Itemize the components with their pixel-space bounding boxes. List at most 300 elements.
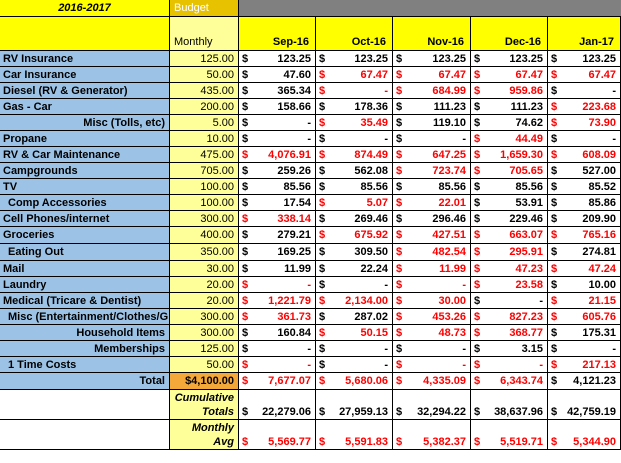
currency-symbol: $ bbox=[396, 327, 403, 339]
amount-value: 85.56 bbox=[283, 181, 311, 193]
currency-symbol: $ bbox=[474, 149, 481, 161]
total-label[interactable]: Total bbox=[0, 373, 170, 390]
amount-value: - bbox=[307, 117, 311, 129]
expense-label[interactable]: Car Insurance bbox=[0, 67, 170, 83]
amount-value: 47.60 bbox=[283, 69, 311, 81]
cumulative-row-label[interactable] bbox=[170, 390, 239, 420]
month-amount-cell[interactable] bbox=[548, 195, 621, 211]
cumulative-row-amount-cell[interactable] bbox=[316, 390, 393, 420]
month-amount-cell[interactable] bbox=[316, 83, 393, 99]
expense-label[interactable]: Misc (Tolls, etc) bbox=[0, 115, 170, 131]
amount-value: 5,344.90 bbox=[573, 436, 616, 448]
month-amount-cell[interactable] bbox=[393, 131, 471, 147]
amount-value: 67.47 bbox=[438, 69, 466, 81]
currency-symbol: $ bbox=[551, 85, 558, 97]
amount-value: 279.21 bbox=[277, 229, 311, 241]
currency-symbol: $ bbox=[319, 69, 326, 81]
month-amount-cell[interactable] bbox=[239, 325, 316, 341]
month-amount-cell[interactable] bbox=[393, 211, 471, 227]
amount-value: 50.15 bbox=[360, 327, 388, 339]
currency-symbol: $ bbox=[242, 165, 249, 177]
budget-value[interactable]: 100.00 bbox=[170, 179, 239, 195]
amount-value: 5,382.37 bbox=[423, 436, 466, 448]
table-row bbox=[0, 195, 621, 211]
month-amount-cell[interactable] bbox=[316, 179, 393, 195]
month-amount-cell[interactable] bbox=[548, 99, 621, 115]
budget-value[interactable]: 10.00 bbox=[170, 131, 239, 147]
amount-value: 269.46 bbox=[354, 213, 388, 225]
month-amount-cell[interactable] bbox=[471, 83, 548, 99]
amount-value: 765.16 bbox=[582, 229, 616, 241]
currency-symbol: $ bbox=[474, 436, 481, 448]
budget-value[interactable]: 350.00 bbox=[170, 244, 239, 261]
month-amount-cell[interactable] bbox=[548, 115, 621, 131]
month-amount-cell[interactable] bbox=[393, 244, 471, 261]
month-amount-cell[interactable] bbox=[316, 99, 393, 115]
currency-symbol: $ bbox=[319, 311, 326, 323]
month-amount-cell[interactable] bbox=[316, 131, 393, 147]
amount-value: 562.08 bbox=[354, 165, 388, 177]
month-amount-cell[interactable] bbox=[548, 277, 621, 293]
month-amount-cell[interactable] bbox=[316, 357, 393, 373]
amount-value: 123.25 bbox=[354, 53, 388, 65]
monthly-avg-row-amount-cell[interactable] bbox=[548, 420, 621, 450]
currency-symbol: $ bbox=[551, 197, 558, 209]
month-amount-cell[interactable] bbox=[239, 99, 316, 115]
amount-value: - bbox=[384, 359, 388, 371]
month-amount-cell[interactable] bbox=[548, 51, 621, 67]
currency-symbol: $ bbox=[396, 263, 403, 275]
expense-label[interactable]: Groceries bbox=[0, 227, 170, 244]
currency-symbol: $ bbox=[319, 181, 326, 193]
month-amount-cell[interactable] bbox=[393, 309, 471, 325]
amount-value: 723.74 bbox=[432, 165, 466, 177]
month-amount-cell[interactable] bbox=[393, 163, 471, 179]
month-amount-cell[interactable] bbox=[239, 163, 316, 179]
currency-symbol: $ bbox=[396, 213, 403, 225]
month-amount-cell[interactable] bbox=[239, 67, 316, 83]
month-amount-cell[interactable] bbox=[393, 179, 471, 195]
amount-value: 874.49 bbox=[354, 149, 388, 161]
month-amount-cell[interactable] bbox=[239, 227, 316, 244]
amount-value: - bbox=[384, 279, 388, 291]
expense-label[interactable]: Comp Accessories bbox=[0, 195, 170, 211]
expense-label[interactable]: Household Items bbox=[0, 325, 170, 341]
month-amount-cell[interactable] bbox=[393, 99, 471, 115]
amount-value: 5.07 bbox=[366, 197, 388, 209]
month-amount-cell[interactable] bbox=[471, 147, 548, 163]
month-amount-cell[interactable] bbox=[316, 277, 393, 293]
month-amount-cell[interactable] bbox=[471, 357, 548, 373]
monthly-avg-row-label-line1: Monthly bbox=[191, 422, 234, 434]
currency-symbol: $ bbox=[396, 181, 403, 193]
month-amount-cell[interactable] bbox=[239, 357, 316, 373]
month-amount-cell[interactable] bbox=[548, 83, 621, 99]
amount-value: 123.25 bbox=[582, 53, 616, 65]
cumulative-row-blank[interactable] bbox=[0, 390, 170, 420]
month-amount-cell[interactable] bbox=[471, 51, 548, 67]
expense-label[interactable]: Diesel (RV & Generator) bbox=[0, 83, 170, 99]
currency-symbol: $ bbox=[319, 295, 326, 307]
month-amount-cell[interactable] bbox=[239, 83, 316, 99]
month-amount-cell[interactable] bbox=[548, 341, 621, 357]
month-amount-cell[interactable] bbox=[393, 325, 471, 341]
currency-symbol: $ bbox=[242, 279, 249, 291]
amount-value: - bbox=[462, 343, 466, 355]
currency-symbol: $ bbox=[396, 85, 403, 97]
cumulative-row-amount-cell[interactable] bbox=[548, 390, 621, 420]
cumulative-row-amount-cell[interactable] bbox=[239, 390, 316, 420]
monthly-avg-row-amount-cell[interactable] bbox=[316, 420, 393, 450]
amount-value: 338.14 bbox=[277, 213, 311, 225]
month-amount-cell[interactable] bbox=[316, 244, 393, 261]
expense-label[interactable]: RV Insurance bbox=[0, 51, 170, 67]
currency-symbol: $ bbox=[319, 165, 326, 177]
amount-value: - bbox=[612, 133, 616, 145]
table-row bbox=[0, 325, 621, 341]
month-amount-cell[interactable] bbox=[471, 325, 548, 341]
currency-symbol: $ bbox=[242, 295, 249, 307]
cumulative-row-amount-cell[interactable] bbox=[471, 390, 548, 420]
cumulative-row-amount-cell[interactable] bbox=[393, 390, 471, 420]
amount-value: 111.23 bbox=[433, 101, 466, 113]
amount-value: 453.26 bbox=[432, 311, 466, 323]
currency-symbol: $ bbox=[396, 436, 403, 448]
budget-value[interactable]: 20.00 bbox=[170, 293, 239, 309]
month-amount-cell[interactable] bbox=[548, 67, 621, 83]
month-amount-cell[interactable] bbox=[548, 309, 621, 325]
expense-label[interactable]: Laundry bbox=[0, 277, 170, 293]
total-amount-cell[interactable] bbox=[471, 373, 548, 390]
budget-value[interactable]: 475.00 bbox=[170, 147, 239, 163]
currency-symbol: $ bbox=[319, 197, 326, 209]
table-row bbox=[0, 163, 621, 179]
month-amount-cell[interactable] bbox=[548, 227, 621, 244]
table-row bbox=[0, 99, 621, 115]
monthly-avg-row-blank[interactable] bbox=[0, 420, 170, 450]
table-row bbox=[0, 115, 621, 131]
month-amount-cell[interactable] bbox=[393, 341, 471, 357]
amount-value: 361.73 bbox=[277, 311, 311, 323]
currency-symbol: $ bbox=[242, 133, 249, 145]
monthly-avg-row-amount-cell[interactable] bbox=[471, 420, 548, 450]
month-amount-cell[interactable] bbox=[393, 147, 471, 163]
month-header-0[interactable]: Sep-16 bbox=[239, 17, 316, 51]
monthly-avg-row-label[interactable] bbox=[170, 420, 239, 450]
monthly-avg-row-amount-cell[interactable] bbox=[393, 420, 471, 450]
amount-value: 38,637.96 bbox=[494, 406, 543, 418]
month-header-4[interactable]: Jan-17 bbox=[548, 17, 621, 51]
currency-symbol: $ bbox=[242, 359, 249, 371]
amount-value: 296.46 bbox=[432, 213, 466, 225]
currency-symbol: $ bbox=[396, 246, 403, 258]
table-row bbox=[0, 211, 621, 227]
currency-symbol: $ bbox=[319, 133, 326, 145]
currency-symbol: $ bbox=[551, 69, 558, 81]
amount-value: 44.49 bbox=[515, 133, 543, 145]
month-amount-cell[interactable] bbox=[239, 211, 316, 227]
currency-symbol: $ bbox=[551, 101, 558, 113]
expense-label[interactable]: 1 Time Costs bbox=[0, 357, 170, 373]
amount-value: - bbox=[384, 343, 388, 355]
month-amount-cell[interactable] bbox=[316, 195, 393, 211]
currency-symbol: $ bbox=[474, 165, 481, 177]
currency-symbol: $ bbox=[551, 213, 558, 225]
budget-header[interactable]: Budget bbox=[170, 0, 239, 17]
budget-value[interactable]: 705.00 bbox=[170, 163, 239, 179]
amount-value: 4,335.09 bbox=[423, 375, 466, 387]
amount-value: 608.09 bbox=[582, 149, 616, 161]
month-amount-cell[interactable] bbox=[316, 115, 393, 131]
currency-symbol: $ bbox=[551, 343, 558, 355]
month-amount-cell[interactable] bbox=[239, 277, 316, 293]
amount-value: 175.31 bbox=[582, 327, 616, 339]
total-amount-cell[interactable] bbox=[316, 373, 393, 390]
currency-symbol: $ bbox=[242, 246, 249, 258]
month-amount-cell[interactable] bbox=[239, 51, 316, 67]
total-amount-cell[interactable] bbox=[239, 373, 316, 390]
month-amount-cell[interactable] bbox=[471, 227, 548, 244]
budget-value[interactable]: 125.00 bbox=[170, 341, 239, 357]
month-amount-cell[interactable] bbox=[316, 325, 393, 341]
amount-value: 158.66 bbox=[277, 101, 311, 113]
currency-symbol: $ bbox=[474, 229, 481, 241]
budget-value[interactable]: 200.00 bbox=[170, 99, 239, 115]
table-row bbox=[0, 179, 621, 195]
budget-value[interactable]: 125.00 bbox=[170, 51, 239, 67]
amount-value: 4,121.23 bbox=[573, 375, 616, 387]
month-amount-cell[interactable] bbox=[471, 261, 548, 277]
month-amount-cell[interactable] bbox=[471, 195, 548, 211]
month-amount-cell[interactable] bbox=[471, 309, 548, 325]
expense-label[interactable]: Memberships bbox=[0, 341, 170, 357]
month-amount-cell[interactable] bbox=[548, 179, 621, 195]
month-amount-cell[interactable] bbox=[393, 83, 471, 99]
budget-value[interactable]: 100.00 bbox=[170, 195, 239, 211]
month-amount-cell[interactable] bbox=[548, 131, 621, 147]
expense-label[interactable]: Campgrounds bbox=[0, 163, 170, 179]
month-amount-cell[interactable] bbox=[548, 293, 621, 309]
month-amount-cell[interactable] bbox=[393, 195, 471, 211]
amount-value: 365.34 bbox=[277, 85, 311, 97]
expense-label[interactable]: Cell Phones/internet bbox=[0, 211, 170, 227]
currency-symbol: $ bbox=[319, 53, 326, 65]
currency-symbol: $ bbox=[396, 197, 403, 209]
budget-value[interactable]: 300.00 bbox=[170, 211, 239, 227]
amount-value: 309.50 bbox=[354, 246, 388, 258]
expense-label[interactable]: Eating Out bbox=[0, 244, 170, 261]
currency-symbol: $ bbox=[242, 69, 249, 81]
currency-symbol: $ bbox=[551, 263, 558, 275]
month-amount-cell[interactable] bbox=[393, 293, 471, 309]
amount-value: 35.49 bbox=[360, 117, 388, 129]
budget-value[interactable]: 20.00 bbox=[170, 277, 239, 293]
month-amount-cell[interactable] bbox=[316, 341, 393, 357]
month-amount-cell[interactable] bbox=[316, 67, 393, 83]
expense-label[interactable]: TV bbox=[0, 179, 170, 195]
month-amount-cell[interactable] bbox=[316, 309, 393, 325]
month-amount-cell[interactable] bbox=[393, 357, 471, 373]
month-amount-cell[interactable] bbox=[316, 163, 393, 179]
month-amount-cell[interactable] bbox=[239, 309, 316, 325]
table-row bbox=[0, 277, 621, 293]
budget-value[interactable]: 30.00 bbox=[170, 261, 239, 277]
month-amount-cell[interactable] bbox=[393, 227, 471, 244]
month-amount-cell[interactable] bbox=[393, 261, 471, 277]
month-amount-cell[interactable] bbox=[239, 115, 316, 131]
month-amount-cell[interactable] bbox=[471, 341, 548, 357]
amount-value: 229.46 bbox=[509, 213, 543, 225]
month-amount-cell[interactable] bbox=[393, 51, 471, 67]
month-amount-cell[interactable] bbox=[316, 261, 393, 277]
amount-value: 5,680.06 bbox=[345, 375, 388, 387]
table-row bbox=[0, 357, 621, 373]
month-amount-cell[interactable] bbox=[239, 244, 316, 261]
month-amount-cell[interactable] bbox=[239, 131, 316, 147]
month-amount-cell[interactable] bbox=[548, 357, 621, 373]
month-amount-cell[interactable] bbox=[239, 195, 316, 211]
table-row bbox=[0, 131, 621, 147]
monthly-avg-row bbox=[0, 420, 621, 450]
year-header[interactable]: 2016-2017 bbox=[0, 0, 170, 17]
amount-value: 123.25 bbox=[277, 53, 311, 65]
amount-value: 85.56 bbox=[360, 181, 388, 193]
monthly-avg-row-amount-cell[interactable] bbox=[239, 420, 316, 450]
month-amount-cell[interactable] bbox=[393, 277, 471, 293]
expense-label[interactable]: RV & Car Maintenance bbox=[0, 147, 170, 163]
budget-value[interactable]: 435.00 bbox=[170, 83, 239, 99]
month-amount-cell[interactable] bbox=[548, 163, 621, 179]
currency-symbol: $ bbox=[242, 101, 249, 113]
month-header-2[interactable]: Nov-16 bbox=[393, 17, 471, 51]
month-amount-cell[interactable] bbox=[471, 211, 548, 227]
month-amount-cell[interactable] bbox=[471, 293, 548, 309]
month-header-1[interactable]: Oct-16 bbox=[316, 17, 393, 51]
currency-symbol: $ bbox=[474, 375, 481, 387]
month-amount-cell[interactable] bbox=[548, 147, 621, 163]
month-amount-cell[interactable] bbox=[316, 147, 393, 163]
month-amount-cell[interactable] bbox=[471, 99, 548, 115]
currency-symbol: $ bbox=[396, 117, 403, 129]
month-amount-cell[interactable] bbox=[471, 179, 548, 195]
amount-value: 259.26 bbox=[277, 165, 311, 177]
amount-value: 42,759.19 bbox=[567, 406, 616, 418]
expense-label[interactable]: Gas - Car bbox=[0, 99, 170, 115]
month-amount-cell[interactable] bbox=[316, 211, 393, 227]
currency-symbol: $ bbox=[474, 343, 481, 355]
currency-symbol: $ bbox=[319, 229, 326, 241]
month-amount-cell[interactable] bbox=[239, 261, 316, 277]
month-amount-cell[interactable] bbox=[239, 179, 316, 195]
amount-value: 23.58 bbox=[515, 279, 543, 291]
expense-label[interactable]: Medical (Tricare & Dentist) bbox=[0, 293, 170, 309]
currency-symbol: $ bbox=[242, 375, 249, 387]
currency-symbol: $ bbox=[551, 149, 558, 161]
monthly-header[interactable]: Monthly bbox=[170, 17, 239, 51]
amount-value: 160.84 bbox=[277, 327, 311, 339]
currency-symbol: $ bbox=[551, 117, 558, 129]
amount-value: - bbox=[539, 359, 543, 371]
month-amount-cell[interactable] bbox=[471, 277, 548, 293]
month-header-3[interactable]: Dec-16 bbox=[471, 17, 548, 51]
currency-symbol: $ bbox=[396, 229, 403, 241]
budget-value[interactable]: 50.00 bbox=[170, 357, 239, 373]
table-row bbox=[0, 227, 621, 244]
amount-value: 85.56 bbox=[515, 181, 543, 193]
currency-symbol: $ bbox=[474, 101, 481, 113]
currency-symbol: $ bbox=[319, 85, 326, 97]
month-amount-cell[interactable] bbox=[548, 211, 621, 227]
amount-value: 527.00 bbox=[582, 165, 616, 177]
amount-value: 178.36 bbox=[354, 101, 388, 113]
currency-symbol: $ bbox=[396, 133, 403, 145]
expense-label[interactable]: Mail bbox=[0, 261, 170, 277]
currency-symbol: $ bbox=[551, 246, 558, 258]
currency-symbol: $ bbox=[242, 117, 249, 129]
month-amount-cell[interactable] bbox=[239, 147, 316, 163]
month-amount-cell[interactable] bbox=[393, 67, 471, 83]
budget-value[interactable]: 300.00 bbox=[170, 325, 239, 341]
currency-symbol: $ bbox=[242, 197, 249, 209]
amount-value: 5,569.77 bbox=[268, 436, 311, 448]
month-amount-cell[interactable] bbox=[316, 293, 393, 309]
currency-symbol: $ bbox=[396, 69, 403, 81]
budget-value[interactable]: 300.00 bbox=[170, 309, 239, 325]
label-header-blank[interactable] bbox=[0, 17, 170, 51]
month-amount-cell[interactable] bbox=[548, 261, 621, 277]
amount-value: 427.51 bbox=[432, 229, 466, 241]
currency-symbol: $ bbox=[551, 279, 558, 291]
budget-value[interactable]: 400.00 bbox=[170, 227, 239, 244]
budget-value[interactable]: 5.00 bbox=[170, 115, 239, 131]
month-amount-cell[interactable] bbox=[471, 244, 548, 261]
month-amount-cell[interactable] bbox=[471, 163, 548, 179]
currency-symbol: $ bbox=[551, 165, 558, 177]
currency-symbol: $ bbox=[474, 69, 481, 81]
month-amount-cell[interactable] bbox=[393, 115, 471, 131]
currency-symbol: $ bbox=[396, 149, 403, 161]
amount-value: 209.90 bbox=[582, 213, 616, 225]
amount-value: 11.99 bbox=[439, 263, 466, 275]
expense-label[interactable]: Misc (Entertainment/Clothes/G bbox=[0, 309, 170, 325]
month-amount-cell[interactable] bbox=[239, 293, 316, 309]
amount-value: 663.07 bbox=[509, 229, 543, 241]
month-amount-cell[interactable] bbox=[316, 51, 393, 67]
total-amount-cell[interactable] bbox=[393, 373, 471, 390]
currency-symbol: $ bbox=[396, 359, 403, 371]
currency-symbol: $ bbox=[474, 327, 481, 339]
budget-value[interactable]: 50.00 bbox=[170, 67, 239, 83]
month-amount-cell[interactable] bbox=[471, 131, 548, 147]
amount-value: - bbox=[307, 279, 311, 291]
header-gray-bar[interactable] bbox=[239, 0, 621, 17]
expense-label[interactable]: Propane bbox=[0, 131, 170, 147]
month-amount-cell[interactable] bbox=[471, 67, 548, 83]
amount-value: 368.77 bbox=[509, 327, 543, 339]
month-amount-cell[interactable] bbox=[548, 244, 621, 261]
total-budget[interactable]: $4,100.00 bbox=[170, 373, 239, 390]
table-row bbox=[0, 341, 621, 357]
total-amount-cell[interactable] bbox=[548, 373, 621, 390]
currency-symbol: $ bbox=[242, 149, 249, 161]
amount-value: - bbox=[539, 295, 543, 307]
amount-value: 4,076.91 bbox=[268, 149, 311, 161]
month-amount-cell[interactable] bbox=[548, 325, 621, 341]
currency-symbol: $ bbox=[242, 343, 249, 355]
month-amount-cell[interactable] bbox=[471, 115, 548, 131]
month-amount-cell[interactable] bbox=[316, 227, 393, 244]
month-amount-cell[interactable] bbox=[239, 341, 316, 357]
